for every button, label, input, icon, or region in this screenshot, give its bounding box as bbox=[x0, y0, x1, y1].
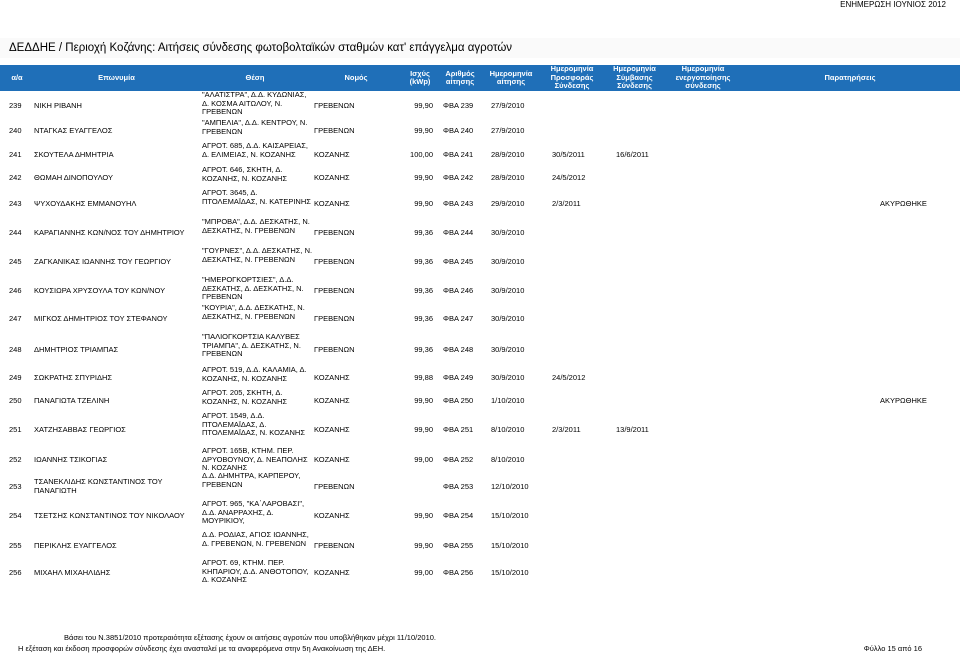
cell-aa: 255 bbox=[9, 540, 22, 550]
top-bar bbox=[0, 0, 960, 9]
cell-app-date: 30/9/2010 bbox=[491, 345, 525, 354]
table-row bbox=[0, 218, 960, 247]
cell-name: ΝΙΚΗ ΡΙΒΑΝΗ bbox=[34, 100, 82, 110]
col-remarks: Παρατηρήσεις bbox=[824, 72, 876, 82]
cell-aa: 241 bbox=[9, 149, 22, 159]
cell-app-no: ΦΒΑ 255 bbox=[443, 540, 474, 550]
col-app-date: Ημερομηνία αίτησης bbox=[489, 68, 533, 86]
cell-location: ΑΓΡΟΤ. 685, Δ.Δ. ΚΑΙΣΑΡΕΙΑΣ, Δ. ΕΛΙΜΕΙΑΣ, Ν. ΚΟΖΑΝΗΣ bbox=[202, 141, 308, 159]
cell-contract-date: 13/9/2011 bbox=[616, 425, 649, 434]
cell-app-no: ΦΒΑ 240 bbox=[443, 126, 474, 135]
cell-location: ΑΓΡΟΤ. 165Β, ΚΤΗΜ. ΠΕΡ. ΔΡΥΟΒΟΥΝΟΥ, Δ. ΝΕΑΠΟΛΗΣ Ν. ΚΟΖΑΝΗΣ bbox=[202, 446, 308, 473]
cell-prefecture: ΚΟΖΑΝΗΣ bbox=[314, 455, 350, 464]
cell-prefecture: ΓΡΕΒΕΝΩΝ bbox=[314, 126, 355, 135]
cell-name: ΚΑΡΑΓΙΑΝΝΗΣ ΚΩΝ/ΝΟΣ ΤΟΥ ΔΗΜΗΤΡΙΟΥ bbox=[34, 228, 185, 237]
cell-location: "ΑΛΑΤΙΣΤΡΑ", Δ.Δ. ΚΥΔΩΝΙΑΣ, Δ. ΚΟΣΜΑ ΑΙΤΩΛΟΥ, Ν. ΓΡΕΒΕΝΩΝ bbox=[202, 90, 307, 117]
cell-prefecture: ΓΡΕΒΕΝΩΝ bbox=[314, 285, 355, 295]
page-number: Φύλλο 15 από 16 bbox=[863, 644, 922, 653]
cell-location: "ΠΑΛΙΟΓΚΟΡΤΣΙΑ ΚΑΛΥΒΕΣ ΤΡΙΑΜΠΑ", Δ. ΔΕΣΚΑΤΗΣ, Ν. ΓΡΕΒΕΝΩΝ bbox=[202, 332, 301, 359]
cell-remarks: ΑΚΥΡΩΘΗΚΕ bbox=[880, 199, 927, 208]
cell-aa: 240 bbox=[9, 126, 22, 135]
cell-app-date: 15/10/2010 bbox=[491, 540, 529, 550]
cell-prefecture: ΓΡΕΒΕΝΩΝ bbox=[314, 100, 355, 110]
cell-power: 100,00 bbox=[410, 149, 433, 159]
table-row bbox=[0, 189, 960, 218]
col-prefecture: Νομός bbox=[344, 72, 368, 82]
cell-prefecture: ΓΡΕΒΕΝΩΝ bbox=[314, 540, 355, 550]
col-name: Επωνυμία bbox=[98, 72, 135, 82]
cell-aa: 252 bbox=[9, 455, 22, 464]
cell-power: 99,90 bbox=[414, 199, 433, 208]
cell-app-date: 30/9/2010 bbox=[491, 314, 525, 323]
cell-aa: 250 bbox=[9, 396, 22, 405]
cell-app-no: ΦΒΑ 242 bbox=[443, 173, 474, 182]
cell-location: ΑΓΡΟΤ. 69, ΚΤΗΜ. ΠΕΡ. ΚΗΠΑΡΙΟΥ, Δ.Δ. ΑΝΘΟΤΟΠΟΥ, Δ. ΚΟΖΑΝΗΣ bbox=[202, 558, 309, 585]
cell-prefecture: ΚΟΖΑΝΗΣ bbox=[314, 173, 350, 182]
cell-app-date: 30/9/2010 bbox=[491, 228, 525, 237]
cell-name: ΣΚΟΥΤΕΛΑ ΔΗΜΗΤΡΙΑ bbox=[34, 149, 114, 159]
cell-prefecture: ΓΡΕΒΕΝΩΝ bbox=[314, 228, 355, 237]
cell-offer-date: 30/5/2011 bbox=[552, 149, 585, 159]
cell-location: Δ.Δ. ΡΟΔΙΑΣ, ΑΓΙΟΣ ΙΩΑΝΝΗΣ, Δ. ΓΡΕΒΕΝΩΝ, Ν. ΓΡΕΒΕΝΩΝ bbox=[202, 530, 309, 548]
table-row bbox=[0, 447, 960, 472]
cell-name: ΜΙΧΑΗΛ ΜΙΧΑΗΛΙΔΗΣ bbox=[34, 568, 111, 577]
cell-prefecture: ΚΟΖΑΝΗΣ bbox=[314, 373, 350, 382]
cell-remarks: ΑΚΥΡΩΘΗΚΕ bbox=[880, 396, 927, 405]
cell-prefecture: ΚΟΖΑΝΗΣ bbox=[314, 568, 350, 577]
cell-app-date: 30/9/2010 bbox=[491, 257, 525, 266]
cell-name: ΘΩΜΑΗ ΔΙΝΟΠΟΥΛΟΥ bbox=[34, 173, 114, 182]
cell-power: 99,00 bbox=[414, 568, 433, 577]
cell-app-no: ΦΒΑ 251 bbox=[443, 425, 474, 434]
cell-location: ΑΓΡΟΤ. 3645, Δ. ΠΤΟΛΕΜΑΪΔΑΣ, Ν. ΚΑΤΕΡΙΝΗΣ bbox=[202, 188, 311, 206]
cell-power: 99,36 bbox=[414, 285, 433, 295]
table-row bbox=[0, 412, 960, 447]
table-row bbox=[0, 500, 960, 531]
cell-app-date: 28/9/2010 bbox=[491, 173, 525, 182]
cell-name: ΣΩΚΡΑΤΗΣ ΣΠΥΡΙΔΗΣ bbox=[34, 373, 113, 382]
cell-app-no: ΦΒΑ 249 bbox=[443, 373, 474, 382]
col-power: Ισχύς (kWp) bbox=[409, 68, 431, 86]
cell-power: 99,90 bbox=[414, 396, 433, 405]
cell-aa: 242 bbox=[9, 173, 22, 182]
col-contract-date: Ημερομηνία Σύμβασης Σύνδεσης bbox=[613, 64, 656, 91]
table-row bbox=[0, 247, 960, 276]
cell-app-no: ΦΒΑ 252 bbox=[443, 455, 474, 464]
cell-app-date: 8/10/2010 bbox=[491, 425, 525, 434]
cell-app-date: 15/10/2010 bbox=[491, 568, 529, 577]
table-row bbox=[0, 166, 960, 189]
table-row bbox=[0, 559, 960, 586]
footer-note-2: Η εξέταση και έκδοση προσφορών σύνδεσης έχει ανασταλεί με τα αναφερόμενα στην 5η Ανακοίνωση της ΔΕΗ. bbox=[18, 644, 386, 653]
cell-power: 99,90 bbox=[414, 100, 433, 110]
cell-app-date: 1/10/2010 bbox=[491, 396, 525, 405]
cell-name: ΤΣΑΝΕΚΛΙΔΗΣ ΚΩΝΣΤΑΝΤΙΝΟΣ ΤΟΥ ΠΑΝΑΓΙΩΤΗ bbox=[34, 477, 163, 495]
cell-power: 99,36 bbox=[414, 314, 433, 323]
cell-name: ΔΗΜΗΤΡΙΟΣ ΤΡΙΑΜΠΑΣ bbox=[34, 345, 119, 354]
cell-aa: 239 bbox=[9, 100, 22, 110]
table-row bbox=[0, 366, 960, 389]
cell-app-no: ΦΒΑ 245 bbox=[443, 257, 474, 266]
cell-app-no: ΦΒΑ 253 bbox=[443, 481, 474, 491]
cell-location: ΑΓΡΟΤ. 646, ΣΚΗΤΗ, Δ. ΚΟΖΑΝΗΣ, Ν. ΚΟΖΑΝΗΣ bbox=[202, 165, 288, 183]
cell-app-no: ΦΒΑ 243 bbox=[443, 199, 474, 208]
cell-aa: 251 bbox=[9, 425, 22, 434]
cell-app-no: ΦΒΑ 254 bbox=[443, 511, 474, 520]
cell-location: "ΜΠΡΟΒΑ", Δ.Δ. ΔΕΣΚΑΤΗΣ, Ν. ΔΕΣΚΑΤΗΣ, Ν. ΓΡΕΒΕΝΩΝ bbox=[202, 217, 310, 235]
cell-power: 99,90 bbox=[414, 540, 433, 550]
col-app-no: Αριθμός αίτησης bbox=[445, 68, 475, 86]
table-row bbox=[0, 389, 960, 412]
cell-location: "ΗΜΕΡΟΓΚΟΡΤΣΙΕΣ", Δ.Δ. ΔΕΣΚΑΤΗΣ, Δ. ΔΕΣΚΑΤΗΣ, Ν. ΓΡΕΒΕΝΩΝ bbox=[202, 275, 304, 302]
update-label: ΕΝΗΜΕΡΩΣΗ ΙΟΥΝΙΟΣ 2012 bbox=[840, 0, 946, 9]
table-row bbox=[0, 91, 960, 119]
cell-prefecture: ΓΡΕΒΕΝΩΝ bbox=[314, 345, 355, 354]
cell-location: "ΑΜΠΕΛΙΑ", Δ.Δ. ΚΕΝΤΡΟΥ, Ν. ΓΡΕΒΕΝΩΝ bbox=[202, 118, 308, 136]
cell-offer-date: 2/3/2011 bbox=[552, 199, 581, 208]
cell-power: 99,36 bbox=[414, 345, 433, 354]
cell-app-date: 28/9/2010 bbox=[491, 149, 525, 159]
cell-location: ΑΓΡΟΤ. 1549, Δ.Δ. ΠΤΟΛΕΜΑΪΔΑΣ, Δ. ΠΤΟΛΕΜΑΪΔΑΣ, Ν. ΚΟΖΑΝΗΣ bbox=[202, 411, 305, 438]
cell-name: ΝΤΑΓΚΑΣ ΕΥΑΓΓΕΛΟΣ bbox=[34, 126, 113, 135]
cell-prefecture: ΚΟΖΑΝΗΣ bbox=[314, 511, 350, 520]
cell-aa: 246 bbox=[9, 285, 22, 295]
cell-app-date: 15/10/2010 bbox=[491, 511, 529, 520]
cell-power: 99,90 bbox=[414, 173, 433, 182]
table-row bbox=[0, 276, 960, 304]
cell-aa: 245 bbox=[9, 257, 22, 266]
cell-prefecture: ΓΡΕΒΕΝΩΝ bbox=[314, 257, 355, 266]
cell-app-no: ΦΒΑ 241 bbox=[443, 149, 474, 159]
cell-name: ΠΑΝΑΓΙΩΤΑ ΤΖΕΛΙΝΗ bbox=[34, 396, 110, 405]
cell-app-no: ΦΒΑ 247 bbox=[443, 314, 474, 323]
cell-app-date: 8/10/2010 bbox=[491, 455, 525, 464]
cell-power: 99,00 bbox=[414, 455, 433, 464]
cell-location: ΑΓΡΟΤ. 519, Δ.Δ. ΚΑΛΑΜΙΑ, Δ. ΚΟΖΑΝΗΣ, Ν. ΚΟΖΑΝΗΣ bbox=[202, 365, 307, 383]
table-row bbox=[0, 304, 960, 333]
cell-app-date: 27/9/2010 bbox=[491, 100, 525, 110]
table-row bbox=[0, 142, 960, 166]
cell-prefecture: ΚΟΖΑΝΗΣ bbox=[314, 425, 350, 434]
cell-location: ΑΓΡΟΤ. 965, "ΚΑ΄ΛΑΡΟΒΑΣΙ", Δ.Δ. ΑΝΑΡΡΑΧΗΣ, Δ. ΜΟΥΡΙΚΙΟΥ, bbox=[202, 499, 305, 526]
cell-location: Δ.Δ. ΔΗΜΗΤΡΑ, ΚΑΡΠΕΡΟΥ, ΓΡΕΒΕΝΩΝ bbox=[202, 471, 301, 489]
cell-prefecture: ΚΟΖΑΝΗΣ bbox=[314, 149, 350, 159]
cell-name: ΧΑΤΖΗΣΑΒΒΑΣ ΓΕΩΡΓΙΟΣ bbox=[34, 425, 126, 434]
cell-power: 99,36 bbox=[414, 228, 433, 237]
table-row bbox=[0, 333, 960, 366]
footer-note-1: Βάσει του Ν.3851/2010 προτεραιότητα εξέτασης έχουν οι αιτήσεις αγροτών που υποβλήθηκαν μέχρι 11/10/2010. bbox=[64, 633, 436, 642]
cell-power: 99,90 bbox=[414, 425, 433, 434]
cell-power: 99,88 bbox=[414, 373, 433, 382]
table-row bbox=[0, 119, 960, 142]
cell-prefecture: ΚΟΖΑΝΗΣ bbox=[314, 396, 350, 405]
cell-power: 99,36 bbox=[414, 257, 433, 266]
cell-app-no: ΦΒΑ 239 bbox=[443, 100, 474, 110]
cell-name: ΖΑΓΚΑΝΙΚΑΣ ΙΩΑΝΝΗΣ ΤΟΥ ΓΕΩΡΓΙΟΥ bbox=[34, 257, 172, 266]
cell-name: ΤΣΕΤΣΗΣ ΚΩΝΣΤΑΝΤΙΝΟΣ ΤΟΥ ΝΙΚΟΛΑΟΥ bbox=[34, 511, 185, 520]
cell-contract-date: 16/6/2011 bbox=[616, 149, 649, 159]
cell-offer-date: 2/3/2011 bbox=[552, 425, 581, 434]
cell-power: 99,90 bbox=[414, 126, 433, 135]
cell-name: ΚΟΥΣΙΩΡΑ ΧΡΥΣΟΥΛΑ ΤΟΥ ΚΩΝ/ΝΟΥ bbox=[34, 285, 166, 295]
cell-aa: 247 bbox=[9, 314, 22, 323]
page-title: ΔΕΔΔΗΕ / Περιοχή Κοζάνης: Αιτήσεις σύνδεσης φωτοβολταϊκών σταθμών κατ' επάγγελμα αγροτών bbox=[9, 42, 513, 54]
cell-aa: 256 bbox=[9, 568, 22, 577]
cell-name: ΠΕΡΙΚΛΗΣ ΕΥΑΓΓΕΛΟΣ bbox=[34, 540, 117, 550]
cell-offer-date: 24/5/2012 bbox=[552, 173, 586, 182]
table-row bbox=[0, 531, 960, 559]
cell-app-date: 27/9/2010 bbox=[491, 126, 525, 135]
cell-app-date: 30/9/2010 bbox=[491, 373, 525, 382]
cell-app-no: ΦΒΑ 244 bbox=[443, 228, 474, 237]
cell-aa: 249 bbox=[9, 373, 22, 382]
cell-prefecture: ΓΡΕΒΕΝΩΝ bbox=[314, 314, 355, 323]
table-header bbox=[0, 65, 960, 91]
col-location: Θέση bbox=[245, 72, 265, 82]
cell-power: 99,90 bbox=[414, 511, 433, 520]
cell-prefecture: ΓΡΕΒΕΝΩΝ bbox=[314, 481, 355, 491]
cell-name: ΨΥΧΟΥΔΑΚΗΣ ΕΜΜΑΝΟΥΗΛ bbox=[34, 199, 137, 208]
cell-app-date: 12/10/2010 bbox=[491, 481, 529, 491]
cell-location: "ΓΟΥΡΝΕΣ", Δ.Δ. ΔΕΣΚΑΤΗΣ, Ν. ΔΕΣΚΑΤΗΣ, Ν. ΓΡΕΒΕΝΩΝ bbox=[202, 246, 313, 264]
col-offer-date: Ημερομηνία Προσφοράς Σύνδεσης bbox=[550, 64, 594, 91]
cell-aa: 254 bbox=[9, 511, 22, 520]
cell-app-no: ΦΒΑ 256 bbox=[443, 568, 474, 577]
cell-aa: 253 bbox=[9, 481, 22, 491]
table-row bbox=[0, 472, 960, 500]
cell-prefecture: ΚΟΖΑΝΗΣ bbox=[314, 199, 350, 208]
cell-name: ΜΙΓΚΟΣ ΔΗΜΗΤΡΙΟΣ ΤΟΥ ΣΤΕΦΑΝΟΥ bbox=[34, 314, 168, 323]
cell-app-date: 30/9/2010 bbox=[491, 285, 525, 295]
cell-aa: 243 bbox=[9, 199, 22, 208]
cell-app-no: ΦΒΑ 250 bbox=[443, 396, 474, 405]
cell-app-no: ΦΒΑ 246 bbox=[443, 285, 474, 295]
cell-app-no: ΦΒΑ 248 bbox=[443, 345, 474, 354]
cell-location: ΑΓΡΟΤ. 205, ΣΚΗΤΗ, Δ. ΚΟΖΑΝΗΣ, Ν. ΚΟΖΑΝΗΣ bbox=[202, 388, 288, 406]
col-activation-date: Ημερομηνία ενεργοποίησης σύνδεσης bbox=[675, 64, 731, 91]
col-aa: α/α bbox=[11, 72, 23, 82]
cell-location: "ΚΟΥΡΙΑ", Δ.Δ. ΔΕΣΚΑΤΗΣ, Ν. ΔΕΣΚΑΤΗΣ, Ν. ΓΡΕΒΕΝΩΝ bbox=[202, 303, 305, 321]
cell-aa: 244 bbox=[9, 228, 22, 237]
cell-aa: 248 bbox=[9, 345, 22, 354]
cell-app-date: 29/9/2010 bbox=[491, 199, 525, 208]
cell-name: ΙΩΑΝΝΗΣ ΤΣΙΚΟΓΙΑΣ bbox=[34, 455, 108, 464]
cell-offer-date: 24/5/2012 bbox=[552, 373, 586, 382]
